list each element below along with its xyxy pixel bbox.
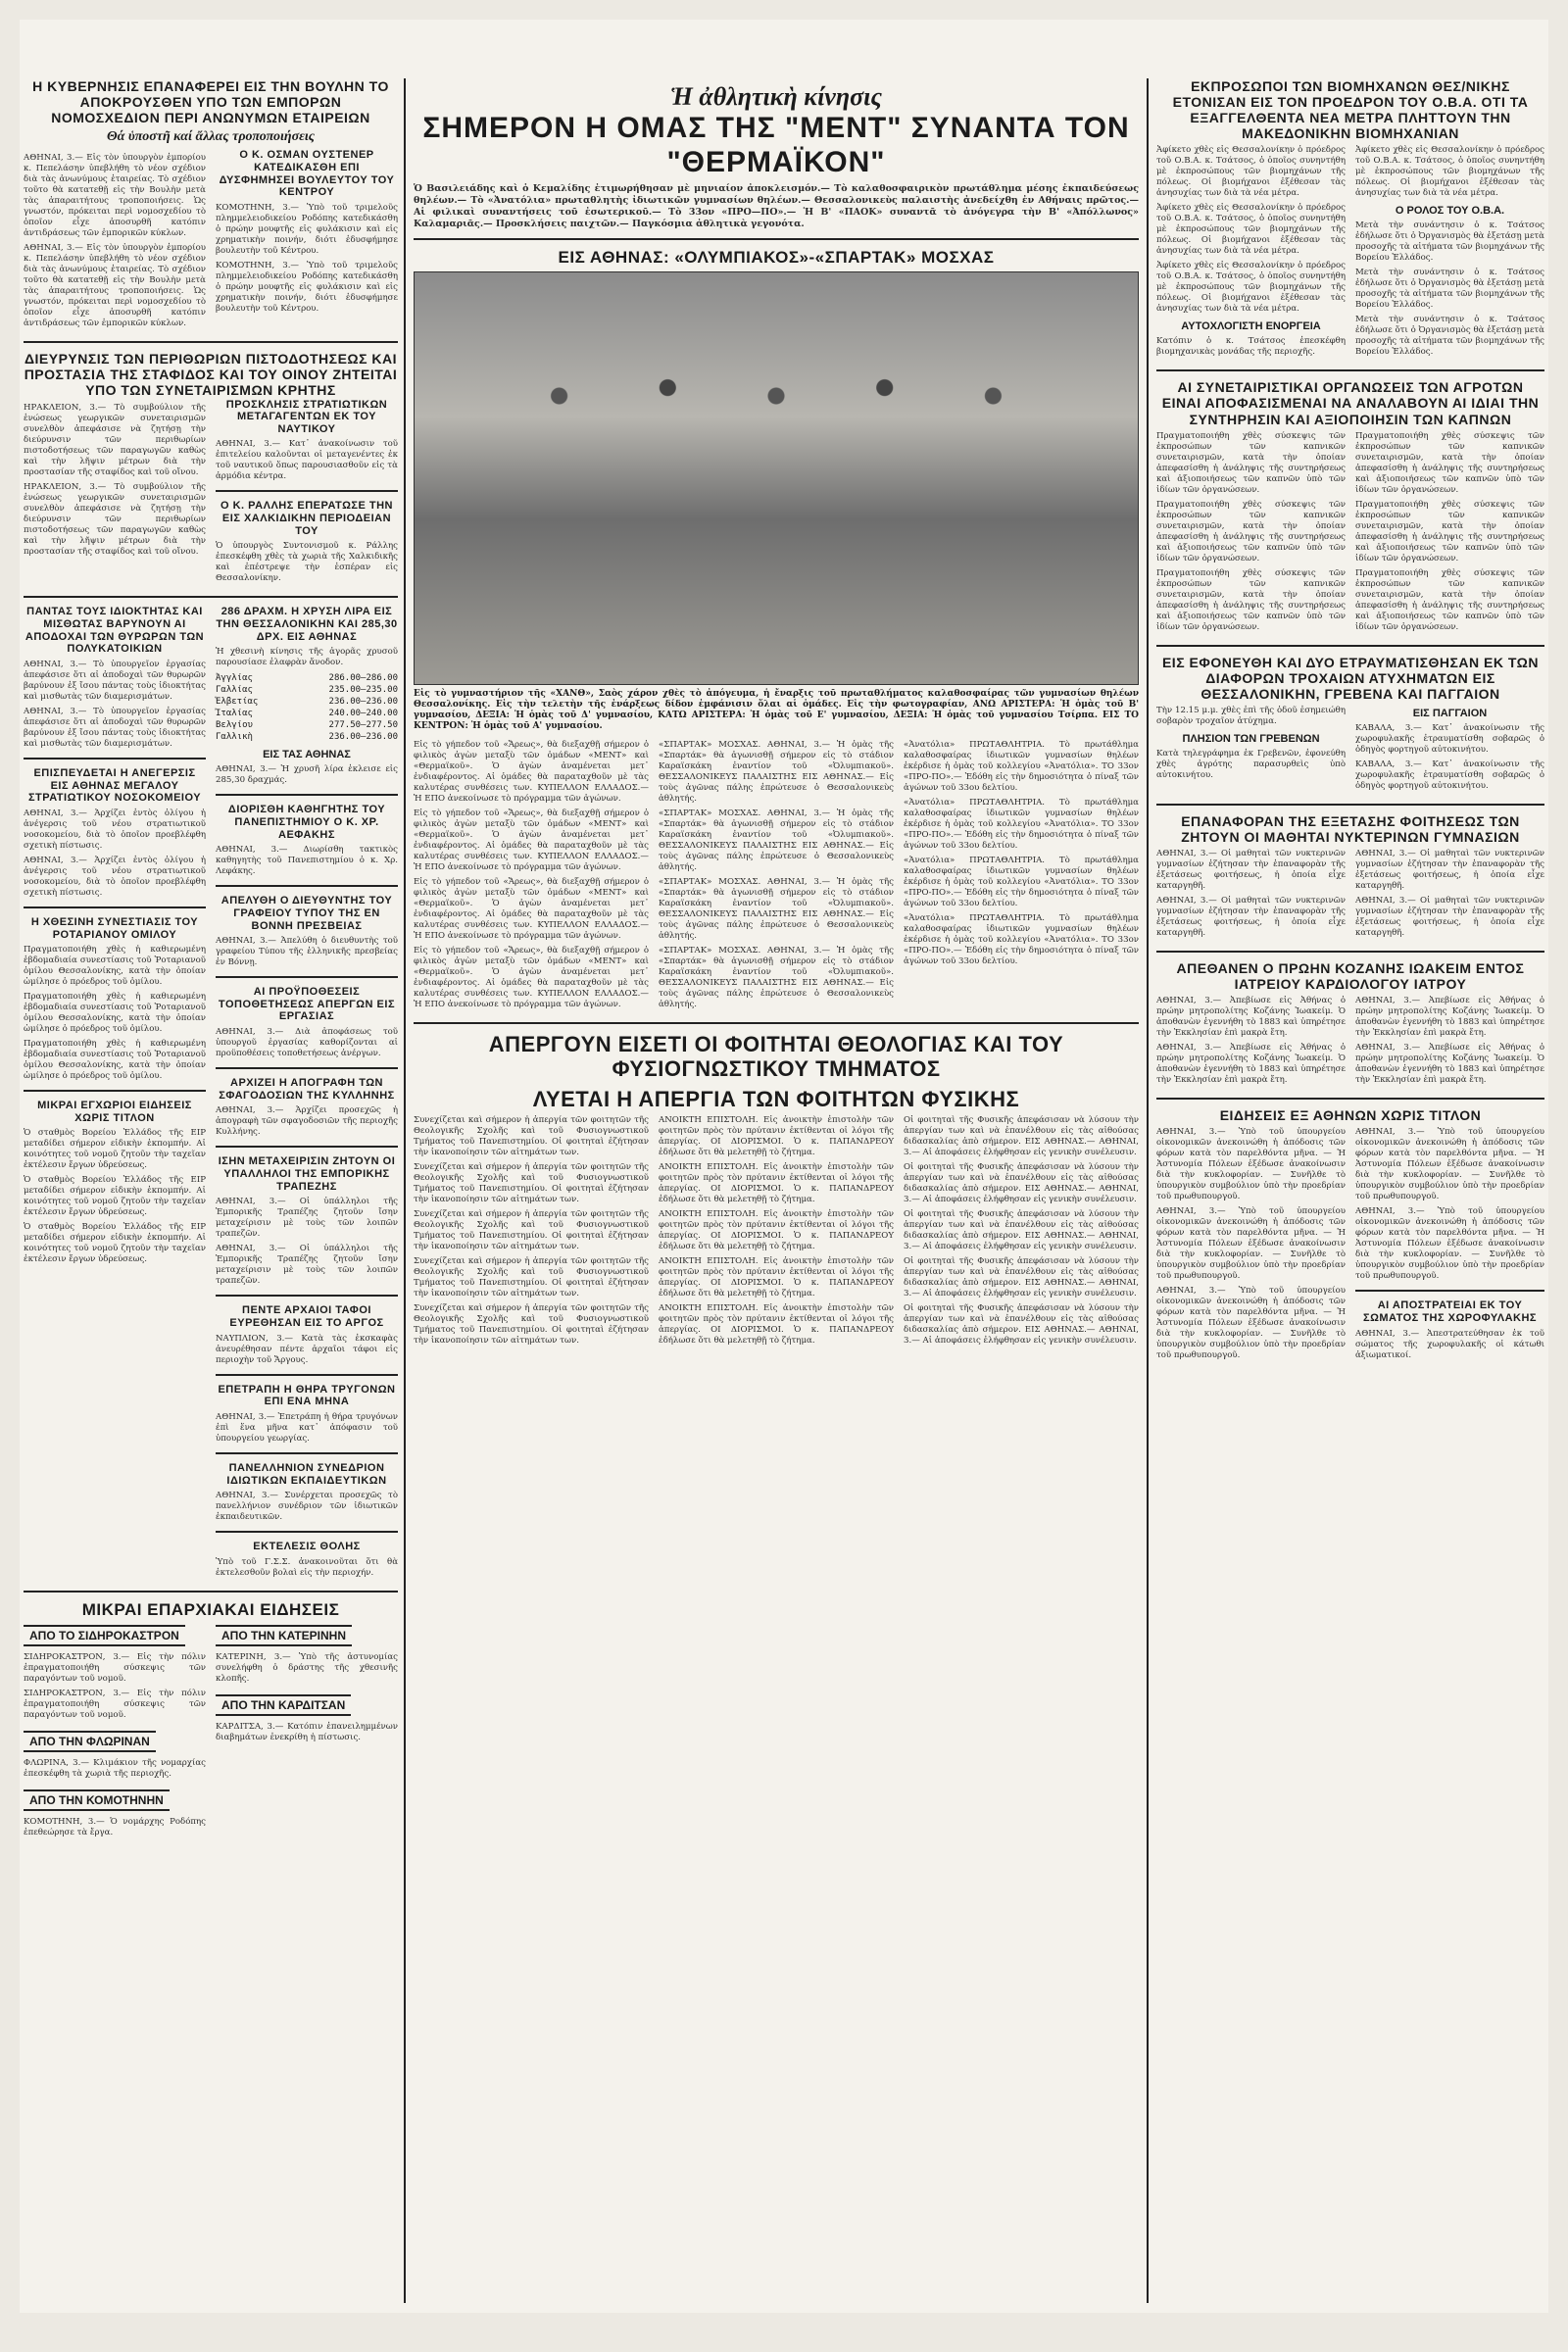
article-body: Μετὰ τὴν συνάντησιν ὁ κ. Τσάτσος ἐδήλωσε ὅτι ὁ Ὀργανισμὸς θὰ ἐξετάσῃ μετὰ προσοχῆς τὰ αἰτήματα τῶν βιομηχάνων τῆς Βορείου Ἑλλάδος. bbox=[1355, 268, 1544, 311]
divider bbox=[1156, 951, 1544, 953]
article-body: ΑΘΗΝΑΙ, 3.— Ἀρχίζει ἐντὸς ὀλίγου ἡ ἀνέγερσις τοῦ νέου στρατιωτικοῦ νοσοκομείου, διὰ τὸ ὁποῖον προεβλέφθη σχετικὴ πίστωσις. bbox=[24, 855, 206, 898]
photo-caption: Εἰς τὸ γυμναστήριον τῆς «ΧΑΝΘ», Σαὸς χάρον χθὲς τὸ ἀπόγευμα, ἡ ἔναρξις τοῦ πρωταθλήματος καλαθοσφαίρας τῶν γυμνασίων θηλέων Θεσσαλονίκης. Εἰς τὴν τελετὴν τῆς ἐνάρξεως δίδον ἐμφάνισιν ὅλαι αἱ ὁμάδες. Εἰς τὴν φωτογραφίαν, ΑΝΩ ΑΡΙΣΤΕΡΑ: Ἡ ὁμὰς τοῦ Β' γυμνασίου, ΔΕΞΙΑ: Ἡ ὁμὰς τοῦ Δ' γυμνασίου, ΚΑΤΩ ΑΡΙΣΤΕΡΑ: Ἡ ὁμὰς τοῦ Ε' γυμνασίου, ΔΕΞΙΑ: Ἡ ὁμὰς τοῦ γυμνασίου Τσίρπα. ΕΙΣ ΤΟ ΚΕΝΤΡΟΝ: Ἡ ὁμὰς τοῦ Α' γυμνασίου. bbox=[414, 688, 1139, 731]
article-body: Μετὰ τὴν συνάντησιν ὁ κ. Τσάτσος ἐδήλωσε ὅτι ὁ Ὀργανισμὸς θὰ ἐξετάσῃ μετὰ προσοχῆς τὰ αἰτήματα τῶν βιομηχάνων τῆς Βορείου Ἑλλάδος. bbox=[1355, 220, 1544, 264]
sports-columns bbox=[414, 736, 1139, 1014]
article-body: ΚΑΒΑΛΑ, 3.— Κατ᾿ ἀνακοίνωσιν τῆς χωροφυλακῆς ἐτραυματίσθη σοβαρῶς ὁ ὁδηγὸς φορτηγοῦ αὐτοκινήτου. bbox=[1355, 759, 1544, 791]
section-head: ΑΠΟ ΤΟ ΣΙΔΗΡΟΚΑΣΤΡΟΝ bbox=[24, 1625, 185, 1646]
headline: ΑΡΧΙΖΕΙ Η ΑΠΟΓΡΑΦΗ ΤΩΝ ΣΦΑΓΟΔΟΣΙΩΝ ΤΗΣ ΚΥΛΛΗΝΗΣ bbox=[219, 1077, 395, 1102]
headline: ΕΠΑΝΑΦΟΡΑΝ ΤΗΣ ΕΞΕΤΑΣΗΣ ΦΟΙΤΗΣΕΩΣ ΤΩΝ ΖΗΤΟΥΝ ΟΙ ΜΑΘΗΤΑΙ ΝΥΚΤΕΡΙΝΩΝ ΓΥΜΝΑΣΙΩΝ bbox=[1181, 812, 1520, 846]
article-body: Πραγματοποιήθη χθὲς ἡ καθιερωμένη ἑβδομαδιαία συνεστίασις τοῦ Ῥοταριανοῦ ὁμίλου Θεσσαλονίκης, κατὰ τὴν ὁποίαν ὡμίλησε ὁ πρόεδρος τοῦ ὁμίλου. bbox=[24, 945, 206, 988]
article-body: ΑΘΗΝΑΙ, 3.— Ἡ χρυσῆ λίρα ἐκλεισε εἰς 285,30 δραχμάς. bbox=[216, 764, 398, 786]
article-body: «ΣΠΑΡΤΑΚ» ΜΟΣΧΑΣ. ΑΘΗΝΑΙ, 3.— Ἡ ὁμὰς τῆς «Σπαρτάκ» θὰ ἀγωνισθῇ σήμερον εἰς τὸ στάδιον Καραϊσκάκη ἐναντίον τοῦ «Ὀλυμπιακοῦ». ΘΕΣΣΑΛΟΝΙΚΕΥΣ ΠΑΛΑΙΣΤΗΣ ΕΙΣ ΑΘΗΝΑΣ.— Εἰς τοὺς ἀγῶνας πάλης ἐπρώτευσε ὁ Θεσσαλονικεὺς ἀθλητής. bbox=[659, 808, 894, 872]
article-body: ΑΘΗΝΑΙ, 3.— Ἀρχίζει ἐντὸς ὀλίγου ἡ ἀνέγερσις τοῦ νέου στρατιωτικοῦ νοσοκομείου, διὰ τὸ ὁποῖον προεβλέφθη σχετικὴ πίστωσις. bbox=[24, 808, 206, 851]
divider bbox=[414, 238, 1139, 240]
headline: ΠΑΝΤΑΣ ΤΟΥΣ ΙΔΙΟΚΤΗΤΑΣ ΚΑΙ ΜΙΣΘΩΤΑΣ ΒΑΡΥΝΟΥΝ ΑΙ ΑΠΟΔΟΧΑΙ ΤΩΝ ΘΥΡΩΡΩΝ ΤΩΝ ΠΟΛΥΚΑΤΟΙΚΙΩΝ bbox=[24, 606, 205, 656]
two-column-block bbox=[1156, 845, 1544, 943]
article-body: ΑΘΗΝΑΙ, 3.— Ὑπὸ τοῦ ὑπουργείου οἰκονομικῶν ἀνεκοινώθη ἡ ἀπόδοσις τῶν φόρων κατὰ τὸν παρελθόντα μῆνα. — Ἡ Ἀστυνομία Πόλεων ἐξέδωσε ἀνακοίνωσιν διὰ τὴν κυκλοφορίαν. — Συνῆλθε τὸ ὑπουργικὸν συμβούλιον ὑπὸ τὴν προεδρίαν τοῦ πρωθυπουργοῦ. bbox=[1355, 1127, 1544, 1202]
divider bbox=[24, 1090, 206, 1092]
two-column-block bbox=[24, 1619, 398, 1842]
article-body: ΑΝΟΙΚΤΗ ΕΠΙΣΤΟΛΗ. Εἰς ἀνοικτὴν ἐπιστολὴν τῶν φοιτητῶν πρὸς τὸν πρύτανιν ἐκτίθενται οἱ λόγοι τῆς ἀπεργίας. ΟΙ ΔΙΟΡΙΣΜΟΙ. Ὁ κ. ΠΑΠΑΝΔΡΕΟΥ ἐδήλωσε ὅτι θὰ μελετηθῇ τὸ ζήτημα. bbox=[659, 1162, 894, 1205]
article-body: Πραγματοποιήθη χθὲς σύσκεψις τῶν ἐκπροσώπων τῶν καπνικῶν συνεταιρισμῶν, κατὰ τὴν ὁποίαν ἀπεφασίσθη ἡ ἀνάληψις τῆς συντηρήσεως καὶ ἀξιοποιήσεως τῶν καπνῶν ὑπὸ τῶν ἰδίων τῶν ὀργανώσεων. bbox=[1355, 567, 1544, 632]
article-body: «Ἀνατόλια» ΠΡΩΤΑΘΛΗΤΡΙΑ. Τὸ πρωτάθλημα καλαθοσφαίρας ἰδιωτικῶν γυμνασίων θηλέων ἐκέρδισε ἡ ὁμὰς τοῦ κολλεγίου «Ἀνατόλια». ΤΟ 33ον «ΠΡΟ-ΠΟ».— Ἐδόθη εἰς τὴν δημοσιότητα ὁ πίναξ τῶν ἀγώνων τοῦ 33ου δελτίου. bbox=[904, 855, 1139, 908]
sports-banner: Ἡ ἀθλητικὴ κίνησις bbox=[670, 82, 882, 111]
article-body: Ἀφίκετο χθὲς εἰς Θεσσαλονίκην ὁ πρόεδρος τοῦ Ο.Β.Α. κ. Τσάτσος, ὁ ὁποῖος συνηντήθη μὲ ἐκπροσώπους τῶν βιομηχάνων τῆς πόλεως. Οἱ βιομήχανοι ἐξέθεσαν τὰς ἀνησυχίας των διὰ τὰ νέα μέτρα. bbox=[1156, 203, 1346, 257]
article-body: ΑΘΗΝΑΙ, 3.— Διωρίσθη τακτικὸς καθηγητὴς τοῦ Πανεπιστημίου ὁ κ. Χρ. Λεφάκης. bbox=[216, 845, 398, 877]
section-head: ΑΠΟ ΤΗΝ ΚΑΤΕΡΙΝΗΝ bbox=[216, 1625, 352, 1646]
team-photo bbox=[414, 271, 1139, 685]
article-body: Πραγματοποιήθη χθὲς ἡ καθιερωμένη ἑβδομαδιαία συνεστίασις τοῦ Ῥοταριανοῦ ὁμίλου Θεσσαλονίκης, κατὰ τὴν ὁποίαν ὡμίλησε ὁ πρόεδρος τοῦ ὁμίλου. bbox=[24, 1039, 206, 1082]
article-body: Ὁ ὑπουργὸς Συντονισμοῦ κ. Ράλλης ἐπεσκέφθη χθὲς τὰ χωριὰ τῆς Χαλκιδικῆς καὶ ἐπέστρεψε τὴν ἑσπέραν εἰς Θεσσαλονίκην. bbox=[216, 541, 398, 584]
article-body: Συνεχίζεται καὶ σήμερον ἡ ἀπεργία τῶν φοιτητῶν τῆς Θεολογικῆς Σχολῆς καὶ τοῦ Φυσιογνωστικοῦ Τμήματος τοῦ Πανεπιστημίου. Οἱ φοιτηταὶ ἐζήτησαν τὴν ἱκανοποίησιν τῶν αἰτημάτων των. bbox=[414, 1209, 649, 1252]
article-body: Κατόπιν ὁ κ. Τσάτσος ἐπεσκέφθη βιομηχανικὰς μονάδας τῆς περιοχῆς. bbox=[1156, 336, 1346, 358]
article-body: ΑΘΗΝΑΙ, 3.— Οἱ μαθηταὶ τῶν νυκτερινῶν γυμνασίων ἐζήτησαν τὴν ἐπαναφορὰν τῆς ἐξετάσεως φοιτήσεως, ἡ ὁποία εἶχε καταργηθῆ. bbox=[1355, 849, 1544, 892]
right-column bbox=[1156, 78, 1544, 2303]
section-head: ΑΠΟ ΤΗΝ ΚΑΡΔΙΤΣΑΝ bbox=[216, 1694, 351, 1716]
gold-rates-table bbox=[216, 672, 398, 743]
headline: ΠΕΝΤΕ ΑΡΧΑΙΟΙ ΤΑΦΟΙ ΕΥΡΕΘΗΣΑΝ ΕΙΣ ΤΟ ΑΡΓΟΣ bbox=[229, 1304, 384, 1329]
lead-summary: Ὁ Βασιλειάδης καὶ ὁ Κεμαλίδης ἐτιμωρήθησαν μὲ μηνιαίον ἀποκλεισμόν.— Τὸ καλαθοσφαιρικὸν πρωτάθλημα μέσης ἐκπαιδεύσεως θηλέων.— Τὸ «Ἀνατόλια» πρωταθλητὴς ἰδιωτικῶν γυμνασίων θηλέων.— Θεσσαλονικεὺς παλαιστὴς ἀνεδείχθη ἐν Αθήναις πρῶτος.— Αἱ φιλικαὶ συναντήσεις τοῦ ἐσωτερικοῦ.— Τὸ 33ον «ΠΡΟ—ΠΟ».— Ἡ Β' «ΠΑΟΚ» συναντᾶ τὸ ἀνόγεγρα τὴν Β' «Ἀπόλλωνος» Καλαμαριᾶς.— Προσκλήσεις παιχτῶν.— Παγκόσμια ἀθλητικὰ γεγονότα. bbox=[414, 183, 1139, 229]
article-body: Οἱ φοιτηταὶ τῆς Φυσικῆς ἀπεφάσισαν νὰ λύσουν τὴν ἀπεργίαν των καὶ νὰ ἐπανέλθουν εἰς τὰς αἰθούσας διδασκαλίας ἀπὸ σήμερον. ΕΙΣ ΑΘΗΝΑΣ.— ΑΘΗΝΑΙ, 3.— Αἱ ἀποφάσεις ἐλήφθησαν εἰς γενικὴν συνέλευσιν. bbox=[904, 1209, 1139, 1252]
headline: ΑΙ ΣΥΝΕΤΑΙΡΙΣΤΙΚΑΙ ΟΡΓΑΝΩΣΕΙΣ ΤΩΝ ΑΓΡΟΤΩΝ ΕΙΝΑΙ ΑΠΟΦΑΣΙΣΜΕΝΑΙ ΝΑ ΑΝΑΛΑΒΟΥΝ ΑΙ ΙΔΙΑΙ ΤΗΝ ΣΥΝΤΗΡΗΣΙΝ ΚΑΙ ΑΞΙΟΠΟΙΗΣΙΝ ΤΩΝ ΚΑΠΝΩΝ bbox=[1161, 379, 1540, 427]
article-body: Οἱ φοιτηταὶ τῆς Φυσικῆς ἀπεφάσισαν νὰ λύσουν τὴν ἀπεργίαν των καὶ νὰ ἐπανέλθουν εἰς τὰς αἰθούσας διδασκαλίας ἀπὸ σήμερον. ΕΙΣ ΑΘΗΝΑΣ.— ΑΘΗΝΑΙ, 3.— Αἱ ἀποφάσεις ἐλήφθησαν εἰς γενικὴν συνέλευσιν. bbox=[904, 1303, 1139, 1347]
article-body: ΑΘΗΝΑΙ, 3.— Ἀρχίζει προσεχῶς ἡ ἀπογραφὴ τῶν σφαγοδοσιῶν τῆς περιοχῆς Κυλλήνης. bbox=[216, 1105, 398, 1138]
article-body: ΑΘΗΝΑΙ, 3.— Εἰς τὸν ὑπουργὸν ἐμπορίου κ. Πεπελάσην ὑπεβλήθη τὸ νέον σχέδιον διὰ τὰς ἀνωνύμους ἑταιρείας. Τὸ σχέδιον τοῦτο θὰ κατατεθῇ εἰς τὴν Βουλὴν μετὰ τὰς ἀπαραιτήτους τροποποιήσεις. Ὡς γνωστόν, πρόκειται περὶ νομοσχεδίου τὸ ὁποῖον εἶχε ἀποσυρθῆ κατόπιν ἀντιδράσεως τῶν ἐμπορικῶν κύκλων. bbox=[24, 153, 206, 239]
subheadline: Θά ὑποστῆ καί ἄλλας τροποποιήσεις bbox=[106, 129, 316, 145]
divider bbox=[216, 1067, 398, 1069]
headline: Η ΚΥΒΕΡΝΗΣΙΣ ΕΠΑΝΑΦΕΡΕΙ ΕΙΣ ΤΗΝ ΒΟΥΛΗΝ ΤΟ ΑΠΟΚΡΟΥΣΘΕΝ ΥΠΟ ΤΩΝ ΕΜΠΟΡΩΝ ΝΟΜΟΣΧΕΔΙΟΝ ΠΕΡΙ ΑΝΩΝΥΜΩΝ ΕΤΑΙΡΕΙΩΝ bbox=[32, 78, 389, 126]
two-column-block bbox=[1156, 1123, 1544, 1365]
two-column-block bbox=[24, 149, 398, 333]
article-body: Ἀφίκετο χθὲς εἰς Θεσσαλονίκην ὁ πρόεδρος τοῦ Ο.Β.Α. κ. Τσάτσος, ὁ ὁποῖος συνηντήθη μὲ ἐκπροσώπους τῶν βιομηχάνων τῆς πόλεως. Οἱ βιομήχανοι ἐξέθεσαν τὰς ἀνησυχίας των διὰ τὰ νέα μέτρα. bbox=[1156, 145, 1346, 199]
article-body: Ἀφίκετο χθὲς εἰς Θεσσαλονίκην ὁ πρόεδρος τοῦ Ο.Β.Α. κ. Τσάτσος, ὁ ὁποῖος συνηντήθη μὲ ἐκπροσώπους τῶν βιομηχάνων τῆς πόλεως. Οἱ βιομήχανοι ἐξέθεσαν τὰς ἀνησυχίας των διὰ τὰ νέα μέτρα. bbox=[1355, 145, 1544, 199]
two-column-block bbox=[1156, 992, 1544, 1090]
rate-row: Γαλλίας 235.00—235.00 bbox=[216, 685, 398, 696]
article-body: ΑΘΗΝΑΙ, 3.— Τὸ ὑπουργεῖον ἐργασίας ἀπεφάσισε ὅτι αἱ ἀποδοχαὶ τῶν θυρωρῶν βαρύνουν ἐξ ἴσου πάντας τοὺς ἰδιοκτήτας καὶ μισθωτὰς τῶν διαμερισμάτων. bbox=[24, 659, 206, 702]
divider bbox=[216, 1452, 398, 1454]
article-body: Ἀφίκετο χθὲς εἰς Θεσσαλονίκην ὁ πρόεδρος τοῦ Ο.Β.Α. κ. Τσάτσος, ὁ ὁποῖος συνηντήθη μὲ ἐκπροσώπους τῶν βιομηχάνων τῆς πόλεως. Οἱ βιομήχανοι ἐξέθεσαν τὰς ἀνησυχίας των διὰ τὰ νέα μέτρα. bbox=[1156, 261, 1346, 315]
two-column-block bbox=[24, 399, 398, 589]
article-body: ΑΘΗΝΑΙ, 3.— Ὑπὸ τοῦ ὑπουργείου οἰκονομικῶν ἀνεκοινώθη ἡ ἀπόδοσις τῶν φόρων κατὰ τὸν παρελθόντα μῆνα. — Ἡ Ἀστυνομία Πόλεων ἐξέδωσε ἀνακοίνωσιν διὰ τὴν κυκλοφορίαν. — Συνῆλθε τὸ ὑπουργικὸν συμβούλιον ὑπὸ τὴν προεδρίαν τοῦ πρωθυπουργοῦ. bbox=[1355, 1206, 1544, 1282]
article-body: «Ἀνατόλια» ΠΡΩΤΑΘΛΗΤΡΙΑ. Τὸ πρωτάθλημα καλαθοσφαίρας ἰδιωτικῶν γυμνασίων θηλέων ἐκέρδισε ἡ ὁμὰς τοῦ κολλεγίου «Ἀνατόλια». ΤΟ 33ον «ΠΡΟ-ΠΟ».— Ἐδόθη εἰς τὴν δημοσιότητα ὁ πίναξ τῶν ἀγώνων τοῦ 33ου δελτίου. bbox=[904, 797, 1139, 851]
article-body: Μετὰ τὴν συνάντησιν ὁ κ. Τσάτσος ἐδήλωσε ὅτι ὁ Ὀργανισμὸς θὰ ἐξετάσῃ μετὰ προσοχῆς τὰ αἰτήματα τῶν βιομηχάνων τῆς Βορείου Ἑλλάδος. bbox=[1355, 315, 1544, 358]
article-body: ΚΑΒΑΛΑ, 3.— Κατ᾿ ἀνακοίνωσιν τῆς χωροφυλακῆς ἐτραυματίσθη σοβαρῶς ὁ ὁδηγὸς φορτηγοῦ αὐτοκινήτου. bbox=[1355, 722, 1544, 755]
headline: ΙΣΗΝ ΜΕΤΑΧΕΙΡΙΣΙΝ ΖΗΤΟΥΝ ΟΙ ΥΠΑΛΛΗΛΟΙ ΤΗΣ ΕΜΠΟΡΙΚΗΣ ΤΡΑΠΕΖΗΣ bbox=[218, 1155, 396, 1193]
article-body: ΗΡΑΚΛΕΙΟΝ, 3.— Τὸ συμβούλιον τῆς ἑνώσεως γεωργικῶν συνεταιρισμῶν συνελθὸν ἀπεφάσισε νὰ ζητήσῃ τὴν διεύρυνσιν τῶν περιθωρίων πιστοδοτήσεως τῶν παραγωγῶν καθὼς καὶ τὴν λῆψιν μέτρων διὰ τὴν προστασίαν τῆς σταφίδος καὶ τοῦ οἴνου. bbox=[24, 481, 206, 557]
article-body: «Ἀνατόλια» ΠΡΩΤΑΘΛΗΤΡΙΑ. Τὸ πρωτάθλημα καλαθοσφαίρας ἰδιωτικῶν γυμνασίων θηλέων ἐκέρδισε ἡ ὁμὰς τοῦ κολλεγίου «Ἀνατόλια». ΤΟ 33ον «ΠΡΟ-ΠΟ».— Ἐδόθη εἰς τὴν δημοσιότητα ὁ πίναξ τῶν ἀγώνων τοῦ 33ου δελτίου. bbox=[904, 912, 1139, 966]
article-body: Εἰς τὸ γήπεδον τοῦ «Ἄρεως», θὰ διεξαχθῇ σήμερον ὁ φιλικὸς ἀγὼν μεταξὺ τῶν ὁμάδων «ΜΕΝΤ» καὶ «Θερμαϊκοῦ». Ὁ ἀγὼν ἀναμένεται μετ᾿ ἐνδιαφέροντος. Αἱ ὁμάδες θὰ παραταχθοῦν μὲ τὰς καλυτέρας συνθέσεις των. ΚΥΠΕΛΛΟΝ ΕΛΛΑΔΟΣ.— Ἡ ΕΠΟ ἀνεκοίνωσε τὸ πρόγραμμα τῶν ἀγώνων. bbox=[414, 945, 649, 1009]
article-body: ΚΑΡΔΙΤΣΑ, 3.— Κατόπιν ἐπανειλημμένων διαβημάτων ἐνεκρίθη ἡ πίστωσις. bbox=[216, 1722, 398, 1743]
headline: 286 ΔΡΑΧΜ. Η ΧΡΥΣΗ ΛΙΡΑ ΕΙΣ ΤΗΝ ΘΕΣΣΑΛΟΝΙΚΗΝ ΚΑΙ 285,30 ΔΡΧ. ΕΙΣ ΑΘΗΝΑΣ bbox=[216, 606, 398, 643]
headline: ΔΙΟΡΙΣΘΗ ΚΑΘΗΓΗΤΗΣ ΤΟΥ ΠΑΝΕΠΙΣΤΗΜΙΟΥ Ο Κ. ΧΡ. ΑΕΦΑΚΗΣ bbox=[227, 804, 386, 841]
article-body: ΑΘΗΝΑΙ, 3.— Ὑπὸ τοῦ ὑπουργείου οἰκονομικῶν ἀνεκοινώθη ἡ ἀπόδοσις τῶν φόρων κατὰ τὸν παρελθόντα μῆνα. — Ἡ Ἀστυνομία Πόλεων ἐξέδωσε ἀνακοίνωσιν διὰ τὴν κυκλοφορίαν. — Συνῆλθε τὸ ὑπουργικὸν συμβούλιον ὑπὸ τὴν προεδρίαν τοῦ πρωθυπουργοῦ. bbox=[1156, 1206, 1346, 1282]
divider bbox=[216, 1295, 398, 1297]
article-body: Συνεχίζεται καὶ σήμερον ἡ ἀπεργία τῶν φοιτητῶν τῆς Θεολογικῆς Σχολῆς καὶ τοῦ Φυσιογνωστικοῦ Τμήματος τοῦ Πανεπιστημίου. Οἱ φοιτηταὶ ἐζήτησαν τὴν ἱκανοποίησιν τῶν αἰτημάτων των. bbox=[414, 1162, 649, 1205]
center-column bbox=[414, 78, 1139, 2303]
two-column-block bbox=[1156, 141, 1544, 362]
article-body: Κατὰ τηλεγράφημα ἐκ Γρεβενῶν, ἐφονεύθη χθὲς ἀγρότης παρασυρθεὶς ὑπὸ αὐτοκινήτου. bbox=[1156, 748, 1346, 780]
column-rule bbox=[404, 78, 406, 2303]
article-body: ΑΘΗΝΑΙ, 3.— Ἀπελύθη ὁ διευθυντὴς τοῦ γραφείου Τύπου τῆς ἑλληνικῆς πρεσβείας ἐν Βόννῃ. bbox=[216, 936, 398, 968]
article-body: ΑΘΗΝΑΙ, 3.— Ὑπὸ τοῦ ὑπουργείου οἰκονομικῶν ἀνεκοινώθη ἡ ἀπόδοσις τῶν φόρων κατὰ τὸν παρελθόντα μῆνα. — Ἡ Ἀστυνομία Πόλεων ἐξέδωσε ἀνακοίνωσιν διὰ τὴν κυκλοφορίαν. — Συνῆλθε τὸ ὑπουργικὸν συμβούλιον ὑπὸ τὴν προεδρίαν τοῦ πρωθυπουργοῦ. bbox=[1156, 1127, 1346, 1202]
article-body: Εἰς τὸ γήπεδον τοῦ «Ἄρεως», θὰ διεξαχθῇ σήμερον ὁ φιλικὸς ἀγὼν μεταξὺ τῶν ὁμάδων «ΜΕΝΤ» καὶ «Θερμαϊκοῦ». Ὁ ἀγὼν ἀναμένεται μετ᾿ ἐνδιαφέροντος. Αἱ ὁμάδες θὰ παραταχθοῦν μὲ τὰς καλυτέρας συνθέσεις των. ΚΥΠΕΛΛΟΝ ΕΛΛΑΔΟΣ.— Ἡ ΕΠΟ ἀνεκοίνωσε τὸ πρόγραμμα τῶν ἀγώνων. bbox=[414, 876, 649, 941]
divider bbox=[216, 794, 398, 796]
article-body: ΑΘΗΝΑΙ, 3.— Κατ᾿ ἀνακοίνωσιν τοῦ ἐπιτελείου καλοῦνται οἱ μεταγενέντες ἐκ τοῦ ναυτικοῦ ὅπως παρουσιασθοῦν εἰς τὰ ἀρμόδια κέντρα. bbox=[216, 439, 398, 482]
headline: ΑΙ ΠΡΟΫΠΟΘΕΣΕΙΣ ΤΟΠΟΘΕΤΗΣΕΩΣ ΑΠΕΡΓΩΝ ΕΙΣ ΕΡΓΑΣΙΑΣ bbox=[218, 986, 396, 1023]
section-head: ΕΙΣ ΤΑΣ ΑΘΗΝΑΣ bbox=[263, 749, 351, 761]
article-body: ΑΘΗΝΑΙ, 3.— Οἱ μαθηταὶ τῶν νυκτερινῶν γυμνασίων ἐζήτησαν τὴν ἐπαναφορὰν τῆς ἐξετάσεως φοιτήσεως, ἡ ὁποία εἶχε καταργηθῆ. bbox=[1355, 896, 1544, 939]
article-body: ΑΝΟΙΚΤΗ ΕΠΙΣΤΟΛΗ. Εἰς ἀνοικτὴν ἐπιστολὴν τῶν φοιτητῶν πρὸς τὸν πρύτανιν ἐκτίθενται οἱ λόγοι τῆς ἀπεργίας. ΟΙ ΔΙΟΡΙΣΜΟΙ. Ὁ κ. ΠΑΠΑΝΔΡΕΟΥ ἐδήλωσε ὅτι θὰ μελετηθῇ τὸ ζήτημα. bbox=[659, 1115, 894, 1158]
article-body: ΚΟΜΟΤΗΝΗ, 3.— Ὑπὸ τοῦ τριμελοῦς πλημμελειοδικείου Ροδόπης κατεδικάσθη ὁ πρώην μουφτῆς εἰς φυλάκισιν καὶ εἰς χρηματικὴν ποινήν, διότι ἐδυσφήμησε βουλευτὴν τοῦ Κέντρου. bbox=[216, 202, 398, 256]
subheadline: ΕΙΣ ΑΘΗΝΑΣ: «ΟΛΥΜΠΙΑΚΟΣ»-«ΣΠΑΡΤΑΚ» ΜΟΣΧΑΣ bbox=[558, 248, 995, 267]
article-body: ΑΘΗΝΑΙ, 3.— Τὸ ὑπουργεῖον ἐργασίας ἀπεφάσισε ὅτι αἱ ἀποδοχαὶ τῶν θυρωρῶν βαρύνουν ἐξ ἴσου πάντας τοὺς ἰδιοκτήτας καὶ μισθωτὰς τῶν διαμερισμάτων. bbox=[24, 706, 206, 749]
article-body: ΑΘΗΝΑΙ, 3.— Διὰ ἀποφάσεως τοῦ ὑπουργοῦ ἐργασίας καθορίζονται αἱ προϋποθέσεις τοποθετήσεως ἀνέργων. bbox=[216, 1027, 398, 1059]
rate-row: Ἰταλίας 240.00—240.00 bbox=[216, 709, 398, 719]
article-body: ΑΝΟΙΚΤΗ ΕΠΙΣΤΟΛΗ. Εἰς ἀνοικτὴν ἐπιστολὴν τῶν φοιτητῶν πρὸς τὸν πρύτανιν ἐκτίθενται οἱ λόγοι τῆς ἀπεργίας. ΟΙ ΔΙΟΡΙΣΜΟΙ. Ὁ κ. ΠΑΠΑΝΔΡΕΟΥ ἐδήλωσε ὅτι θὰ μελετηθῇ τὸ ζήτημα. bbox=[659, 1256, 894, 1299]
article-body: ΚΑΤΕΡΙΝΗ, 3.— Ὑπὸ τῆς ἀστυνομίας συνελήφθη ὁ δράστης τῆς χθεσινῆς κλοπῆς. bbox=[216, 1652, 398, 1685]
article-body: Ὑπὸ τοῦ Γ.Σ.Σ. ἀνακοινοῦται ὅτι θὰ ἐκτελεσθοῦν βολαὶ εἰς τὴν περιοχήν. bbox=[216, 1556, 398, 1578]
article-body: Συνεχίζεται καὶ σήμερον ἡ ἀπεργία τῶν φοιτητῶν τῆς Θεολογικῆς Σχολῆς καὶ τοῦ Φυσιογνωστικοῦ Τμήματος τοῦ Πανεπιστημίου. Οἱ φοιτηταὶ ἐζήτησαν τὴν ἱκανοποίησιν τῶν αἰτημάτων των. bbox=[414, 1115, 649, 1158]
article-body: «ΣΠΑΡΤΑΚ» ΜΟΣΧΑΣ. ΑΘΗΝΑΙ, 3.— Ἡ ὁμὰς τῆς «Σπαρτάκ» θὰ ἀγωνισθῇ σήμερον εἰς τὸ στάδιον Καραϊσκάκη ἐναντίον τοῦ «Ὀλυμπιακοῦ». ΘΕΣΣΑΛΟΝΙΚΕΥΣ ΠΑΛΑΙΣΤΗΣ ΕΙΣ ΑΘΗΝΑΣ.— Εἰς τοὺς ἀγῶνας πάλης ἐπρώτευσε ὁ Θεσσαλονικεὺς ἀθλητής. bbox=[659, 876, 894, 941]
article-body: Πραγματοποιήθη χθὲς ἡ καθιερωμένη ἑβδομαδιαία συνεστίασις τοῦ Ῥοταριανοῦ ὁμίλου Θεσσαλονίκης, κατὰ τὴν ὁποίαν ὡμίλησε ὁ πρόεδρος τοῦ ὁμίλου. bbox=[24, 992, 206, 1035]
article-body: ΚΟΜΟΤΗΝΗ, 3.— Ὁ νομάρχης Ροδόπης ἐπεθεώρησε τὰ ἔργα. bbox=[24, 1817, 206, 1838]
headline: ΑΠΕΛΥΘΗ Ο ΔΙΕΥΘΥΝΤΗΣ ΤΟΥ ΓΡΑΦΕΙΟΥ ΤΥΠΟΥ ΤΗΣ ΕΝ ΒΟΝΝΗ ΠΡΕΣΒΕΙΑΣ bbox=[220, 895, 393, 932]
article-body: ΑΘΗΝΑΙ, 3.— Οἱ ὑπάλληλοι τῆς Ἐμπορικῆς Τραπέζης ζητοῦν ἴσην μεταχείρισιν μὲ τοὺς τῶν λοιπῶν τραπεζῶν. bbox=[216, 1244, 398, 1287]
article-body: Συνεχίζεται καὶ σήμερον ἡ ἀπεργία τῶν φοιτητῶν τῆς Θεολογικῆς Σχολῆς καὶ τοῦ Φυσιογνωστικοῦ Τμήματος τοῦ Πανεπιστημίου. Οἱ φοιτηταὶ ἐζήτησαν τὴν ἱκανοποίησιν τῶν αἰτημάτων των. bbox=[414, 1303, 649, 1347]
divider bbox=[1156, 369, 1544, 371]
article-body: Πραγματοποιήθη χθὲς σύσκεψις τῶν ἐκπροσώπων τῶν καπνικῶν συνεταιρισμῶν, κατὰ τὴν ὁποίαν ἀπεφασίσθη ἡ ἀνάληψις τῆς συντηρήσεως καὶ ἀξιοποιήσεως τῶν καπνῶν ὑπὸ τῶν ἰδίων τῶν ὀργανώσεων. bbox=[1156, 430, 1346, 495]
article-body: «ΣΠΑΡΤΑΚ» ΜΟΣΧΑΣ. ΑΘΗΝΑΙ, 3.— Ἡ ὁμὰς τῆς «Σπαρτάκ» θὰ ἀγωνισθῇ σήμερον εἰς τὸ στάδιον Καραϊσκάκη ἐναντίον τοῦ «Ὀλυμπιακοῦ». ΘΕΣΣΑΛΟΝΙΚΕΥΣ ΠΑΛΑΙΣΤΗΣ ΕΙΣ ΑΘΗΝΑΣ.— Εἰς τοὺς ἀγῶνας πάλης ἐπρώτευσε ὁ Θεσσαλονικεὺς ἀθλητής. bbox=[659, 945, 894, 1009]
divider bbox=[1156, 804, 1544, 806]
article-body: ΗΡΑΚΛΕΙΟΝ, 3.— Τὸ συμβούλιον τῆς ἑνώσεως γεωργικῶν συνεταιρισμῶν συνελθὸν ἀπεφάσισε νὰ ζητήσῃ τὴν διεύρυνσιν τῶν περιθωρίων πιστοδοτήσεως τῶν παραγωγῶν καθὼς καὶ τὴν λῆψιν μέτρων διὰ τὴν προστασίαν τῆς σταφίδος καὶ τοῦ οἴνου. bbox=[24, 402, 206, 477]
article-body: Οἱ φοιτηταὶ τῆς Φυσικῆς ἀπεφάσισαν νὰ λύσουν τὴν ἀπεργίαν των καὶ νὰ ἐπανέλθουν εἰς τὰς αἰθούσας διδασκαλίας ἀπὸ σήμερον. ΕΙΣ ΑΘΗΝΑΣ.— ΑΘΗΝΑΙ, 3.— Αἱ ἀποφάσεις ἐλήφθησαν εἰς γενικὴν συνέλευσιν. bbox=[904, 1115, 1139, 1158]
divider bbox=[1355, 1290, 1544, 1292]
strike-columns bbox=[414, 1111, 1139, 1350]
divider bbox=[1156, 645, 1544, 647]
headline: ΜΙΚΡΑΙ ΕΠΑΡΧΙΑΚΑΙ ΕΙΔΗΣΕΙΣ bbox=[81, 1599, 340, 1619]
headline: ΑΙ ΑΠΟΣΤΡΑΤΕΙΑΙ ΕΚ ΤΟΥ ΣΩΜΑΤΟΣ ΤΗΣ ΧΩΡΟΦΥΛΑΚΗΣ bbox=[1362, 1299, 1538, 1325]
article-body: Ὁ σταθμὸς Βορείου Ἑλλάδος τῆς ΕΙΡ μεταδίδει σήμερον εἰδικὴν ἐκπομπήν. Αἱ κοινότητες τοῦ νομοῦ ζητοῦν τὴν ταχεῖαν ἐκτέλεσιν ἔργων ὑδρεύσεως. bbox=[24, 1128, 206, 1171]
newspaper-page bbox=[20, 20, 1548, 2313]
headline: ΕΠΙΣΠΕΥΔΕΤΑΙ Η ΑΝΕΓΕΡΣΙΣ ΕΙΣ ΑΘΗΝΑΣ ΜΕΓΑΛΟΥ ΣΤΡΑΤΙΩΤΙΚΟΥ ΝΟΣΟΚΟΜΕΙΟΥ bbox=[27, 766, 202, 805]
article-body: Ἡ χθεσινὴ κίνησις τῆς ἀγορᾶς χρυσοῦ παρουσίασε ἐλαφρὰν ἄνοδον. bbox=[216, 647, 398, 668]
section-head: ΑΥΤΟΧΛΟΓΙΣΤΗ ΕΝΟΡΓΕΙΑ bbox=[1181, 320, 1321, 333]
article-body: «ΣΠΑΡΤΑΚ» ΜΟΣΧΑΣ. ΑΘΗΝΑΙ, 3.— Ἡ ὁμὰς τῆς «Σπαρτάκ» θὰ ἀγωνισθῇ σήμερον εἰς τὸ στάδιον Καραϊσκάκη ἐναντίον τοῦ «Ὀλυμπιακοῦ». ΘΕΣΣΑΛΟΝΙΚΕΥΣ ΠΑΛΑΙΣΤΗΣ ΕΙΣ ΑΘΗΝΑΣ.— Εἰς τοὺς ἀγῶνας πάλης ἐπρώτευσε ὁ Θεσσαλονικεὺς ἀθλητής. bbox=[659, 739, 894, 804]
article-body: ΑΘΗΝΑΙ, 3.— Ἐπετράπη ἡ θήρα τρυγόνων ἐπὶ ἕνα μῆνα κατ᾿ ἀπόφασιν τοῦ ὑπουργείου γεωργίας. bbox=[216, 1411, 398, 1444]
headline: ΔΙΕΥΡΥΝΣΙΣ ΤΩΝ ΠΕΡΙΘΩΡΙΩΝ ΠΙΣΤΟΔΟΤΗΣΕΩΣ ΚΑΙ ΠΡΟΣΤΑΣΙΑ ΤΗΣ ΣΤΑΦΙΔΟΣ ΚΑΙ ΤΟΥ ΟΙΝΟΥ ΖΗΤΕΙΤΑΙ ΥΠΟ ΤΩΝ ΣΥΝΕΤΑΙΡΙΣΜΩΝ ΚΡΗΤΗΣ bbox=[24, 351, 398, 399]
article-body: ΑΘΗΝΑΙ, 3.— Οἱ ὑπάλληλοι τῆς Ἐμπορικῆς Τραπέζης ζητοῦν ἴσην μεταχείρισιν μὲ τοὺς τῶν λοιπῶν τραπεζῶν. bbox=[216, 1197, 398, 1240]
article-body: Ὁ σταθμὸς Βορείου Ἑλλάδος τῆς ΕΙΡ μεταδίδει σήμερον εἰδικὴν ἐκπομπήν. Αἱ κοινότητες τοῦ νομοῦ ζητοῦν τὴν ταχεῖαν ἐκτέλεσιν ἔργων ὑδρεύσεως. bbox=[24, 1222, 206, 1265]
rate-row: Ἀγγλίας 286.00—286.00 bbox=[216, 673, 398, 684]
headline: ΜΙΚΡΑΙ ΕΓΧΩΡΙΟΙ ΕΙΔΗΣΕΙΣ ΧΩΡΙΣ ΤΙΤΛΟΝ bbox=[37, 1100, 192, 1124]
headline: ΕΚΠΡΟΣΩΠΟΙ ΤΩΝ ΒΙΟΜΗΧΑΝΩΝ ΘΕΣ/ΝΙΚΗΣ ΕΤΟΝΙΣΑΝ ΕΙΣ ΤΟΝ ΠΡΟΕΔΡΟΝ ΤΟΥ Ο.Β.Α. ΟΤΙ ΤΑ ΕΞΑΓΓΕΛΘΕΝΤΑ ΝΕΑ ΜΕΤΡΑ ΠΛΗΤΤΟΥΝ ΤΗΝ ΜΑΚΕΔΟΝΙΚΗΝ ΒΙΟΜΗΧΑΝΙΑΝ bbox=[1172, 78, 1529, 142]
two-column-block bbox=[24, 606, 398, 1582]
headline: Ο Κ. ΡΑΛΛΗΣ ΕΠΕΡΑΤΩΣΕ ΤΗΝ ΕΙΣ ΧΑΛΚΙΔΙΚΗΝ ΠΕΡΙΟΔΕΙΑΝ ΤΟΥ bbox=[220, 500, 394, 537]
article-body: ΑΘΗΝΑΙ, 3.— Ἀπεβίωσε εἰς Ἀθήνας ὁ πρώην μητροπολίτης Κοζάνης Ἰωακείμ. Ὁ ἀποθανὼν ἐγεννήθη τὸ 1883 καὶ ὑπηρέτησε τὴν Ἐκκλησίαν ἐπὶ μακρὰ ἔτη. bbox=[1156, 996, 1346, 1039]
headline: ΕΠΕΤΡΑΠΗ Η ΘΗΡΑ ΤΡΥΓΟΝΩΝ ΕΠΙ ΕΝΑ ΜΗΝΑ bbox=[218, 1383, 396, 1408]
article-body: ΚΟΜΟΤΗΝΗ, 3.— Ὑπὸ τοῦ τριμελοῦς πλημμελειοδικείου Ροδόπης κατεδικάσθη ὁ πρώην μουφτῆς εἰς φυλάκισιν καὶ εἰς χρηματικὴν ποινήν, διότι ἐδυσφήμησε βουλευτὴν τοῦ Κέντρου. bbox=[216, 260, 398, 314]
article-body: ΣΙΔΗΡΟΚΑΣΤΡΟΝ, 3.— Εἰς τὴν πόλιν ἐπραγματοποιήθη σύσκεψις τῶν παραγόντων τοῦ νομοῦ. bbox=[24, 1652, 206, 1685]
rate-row: Βελγίου 277.50—277.50 bbox=[216, 720, 398, 731]
article-body: ΑΘΗΝΑΙ, 3.— Εἰς τὸν ὑπουργὸν ἐμπορίου κ. Πεπελάσην ὑπεβλήθη τὸ νέον σχέδιον διὰ τὰς ἀνωνύμους ἑταιρείας. Τὸ σχέδιον τοῦτο θὰ κατατεθῇ εἰς τὴν Βουλὴν μετὰ τὰς ἀπαραιτήτους τροποποιήσεις. Ὡς γνωστόν, πρόκειται περὶ νομοσχεδίου τὸ ὁποῖον εἶχε ἀποσυρθῆ κατόπιν ἀντιδράσεως τῶν ἐμπορικῶν κύκλων. bbox=[24, 243, 206, 329]
rate-row: Γαλλικὴ 236.00—236.00 bbox=[216, 732, 398, 743]
article-body: ΦΛΩΡΙΝΑ, 3.— Κλιμάκιον τῆς νομαρχίας ἐπεσκέφθη τὰ χωριὰ τῆς περιοχῆς. bbox=[24, 1758, 206, 1780]
section-head: ΕΙΣ ΠΑΓΓΑΙΟΝ bbox=[1412, 707, 1488, 719]
article-body: «Ἀνατόλια» ΠΡΩΤΑΘΛΗΤΡΙΑ. Τὸ πρωτάθλημα καλαθοσφαίρας ἰδιωτικῶν γυμνασίων θηλέων ἐκέρδισε ἡ ὁμὰς τοῦ κολλεγίου «Ἀνατόλια». ΤΟ 33ον «ΠΡΟ-ΠΟ».— Ἐδόθη εἰς τὴν δημοσιότητα ὁ πίναξ τῶν ἀγώνων τοῦ 33ου δελτίου. bbox=[904, 739, 1139, 793]
divider bbox=[24, 341, 398, 343]
article-body: ΑΘΗΝΑΙ, 3.— Οἱ μαθηταὶ τῶν νυκτερινῶν γυμνασίων ἐζήτησαν τὴν ἐπαναφορὰν τῆς ἐξετάσεως φοιτήσεως, ἡ ὁποία εἶχε καταργηθῆ. bbox=[1156, 896, 1346, 939]
article-body: Πραγματοποιήθη χθὲς σύσκεψις τῶν ἐκπροσώπων τῶν καπνικῶν συνεταιρισμῶν, κατὰ τὴν ὁποίαν ἀπεφασίσθη ἡ ἀνάληψις τῆς συντηρήσεως καὶ ἀξιοποιήσεως τῶν καπνῶν ὑπὸ τῶν ἰδίων τῶν ὀργανώσεων. bbox=[1156, 567, 1346, 632]
section-head: ΑΠΟ ΤΗΝ ΦΛΩΡΙΝΑΝ bbox=[24, 1731, 156, 1752]
section-head: ΑΠΟ ΤΗΝ ΚΟΜΟΤΗΝΗΝ bbox=[24, 1789, 170, 1811]
rate-row: Ἑλβετίας 236.00—236.00 bbox=[216, 697, 398, 708]
section-head: ΠΛΗΣΙΟΝ ΤΩΝ ΓΡΕΒΕΝΩΝ bbox=[1182, 732, 1320, 745]
divider bbox=[24, 758, 206, 760]
article-body: ΑΘΗΝΑΙ, 3.— Ὑπὸ τοῦ ὑπουργείου οἰκονομικῶν ἀνεκοινώθη ἡ ἀπόδοσις τῶν φόρων κατὰ τὸν παρελθόντα μῆνα. — Ἡ Ἀστυνομία Πόλεων ἐξέδωσε ἀνακοίνωσιν διὰ τὴν κυκλοφορίαν. — Συνῆλθε τὸ ὑπουργικὸν συμβούλιον ὑπὸ τὴν προεδρίαν τοῦ πρωθυπουργοῦ. bbox=[1156, 1286, 1346, 1361]
headline: Ο Κ. ΟΣΜΑΝ ΟΥΣΤΕΝΕΡ ΚΑΤΕΔΙΚΑΣΘΗ ΕΠΙ ΔΥΣΦΗΜΗΣΕΙ ΒΟΥΛΕΥΤΟΥ ΤΟΥ ΚΕΝΤΡΟΥ bbox=[219, 149, 395, 199]
article-body: ΣΙΔΗΡΟΚΑΣΤΡΟΝ, 3.— Εἰς τὴν πόλιν ἐπραγματοποιήθη σύσκεψις τῶν παραγόντων τοῦ νομοῦ. bbox=[24, 1689, 206, 1721]
headline: ΕΚΤΕΛΕΣΙΣ ΘΟΛΗΣ bbox=[253, 1541, 361, 1553]
divider bbox=[414, 1022, 1139, 1024]
headline: ΠΡΟΣΚΛΗΣΙΣ ΣΤΡΑΤΙΩΤΙΚΩΝ ΜΕΤΑΓΑΓΕΝΤΩΝ ΕΚ ΤΟΥ ΝΑΥΤΙΚΟΥ bbox=[225, 398, 388, 435]
divider bbox=[24, 1591, 398, 1592]
divider bbox=[24, 596, 398, 598]
article-body: Τὴν 12.15 μ.μ. χθὲς ἐπὶ τῆς ὁδοῦ ἐσημειώθη σοβαρὸν τροχαῖον ἀτύχημα. bbox=[1156, 705, 1346, 726]
strike-headline-2: ΛΥΕΤΑΙ Η ΑΠΕΡΓΙΑ ΤΩΝ ΦΟΙΤΗΤΩΝ ΦΥΣΙΚΗΣ bbox=[532, 1087, 1020, 1112]
lead-headline: ΣΗΜΕΡΟΝ Η ΟΜΑΣ ΤΗΣ "ΜΕΝΤ" ΣΥΝΑΝΤΑ ΤΟΝ "ΘΕΡΜΑΪΚΟΝ" bbox=[422, 112, 1130, 178]
article-body: Συνεχίζεται καὶ σήμερον ἡ ἀπεργία τῶν φοιτητῶν τῆς Θεολογικῆς Σχολῆς καὶ τοῦ Φυσιογνωστικοῦ Τμήματος τοῦ Πανεπιστημίου. Οἱ φοιτηταὶ ἐζήτησαν τὴν ἱκανοποίησιν τῶν αἰτημάτων των. bbox=[414, 1256, 649, 1299]
article-body: ΝΑΥΠΛΙΟΝ, 3.— Κατὰ τὰς ἐκσκαφὰς ἀνευρέθησαν πέντε ἀρχαῖοι τάφοι εἰς περιοχὴν τοῦ Ἄργους. bbox=[216, 1333, 398, 1365]
column-rule bbox=[1147, 78, 1149, 2303]
section-head: Ο ΡΟΛΟΣ ΤΟΥ Ο.Β.Α. bbox=[1395, 205, 1505, 218]
headline: Η ΧΘΕΣΙΝΗ ΣΥΝΕΣΤΙΑΣΙΣ ΤΟΥ ΡΟΤΑΡΙΑΝΟΥ ΟΜΙΛΟΥ bbox=[30, 915, 199, 941]
article-body: Εἰς τὸ γήπεδον τοῦ «Ἄρεως», θὰ διεξαχθῇ σήμερον ὁ φιλικὸς ἀγὼν μεταξὺ τῶν ὁμάδων «ΜΕΝΤ» καὶ «Θερμαϊκοῦ». Ὁ ἀγὼν ἀναμένεται μετ᾿ ἐνδιαφέροντος. Αἱ ὁμάδες θὰ παραταχθοῦν μὲ τὰς καλυτέρας συνθέσεις των. ΚΥΠΕΛΛΟΝ ΕΛΛΑΔΟΣ.— Ἡ ΕΠΟ ἀνεκοίνωσε τὸ πρόγραμμα τῶν ἀγώνων. bbox=[414, 808, 649, 872]
divider bbox=[216, 490, 398, 492]
article-body: Πραγματοποιήθη χθὲς σύσκεψις τῶν ἐκπροσώπων τῶν καπνικῶν συνεταιρισμῶν, κατὰ τὴν ὁποίαν ἀπεφασίσθη ἡ ἀνάληψις τῆς συντηρήσεως καὶ ἀξιοποιήσεως τῶν καπνῶν ὑπὸ τῶν ἰδίων τῶν ὀργανώσεων. bbox=[1355, 430, 1544, 495]
divider bbox=[216, 885, 398, 887]
headline: ΑΠΕΘΑΝΕΝ Ο ΠΡΩΗΝ ΚΟΖΑΝΗΣ ΙΩΑΚΕΙΜ ΕΝΤΟΣ ΙΑΤΡΕΙΟΥ ΚΑΡΔΙΟΛΟΓΟΥ ΙΑΤΡΟΥ bbox=[1176, 960, 1525, 993]
article-body: ΑΘΗΝΑΙ, 3.— Ἀπεβίωσε εἰς Ἀθήνας ὁ πρώην μητροπολίτης Κοζάνης Ἰωακείμ. Ὁ ἀποθανὼν ἐγεννήθη τὸ 1883 καὶ ὑπηρέτησε τὴν Ἐκκλησίαν ἐπὶ μακρὰ ἔτη. bbox=[1156, 1043, 1346, 1086]
left-column bbox=[24, 78, 398, 2303]
divider bbox=[24, 906, 206, 908]
divider bbox=[216, 1531, 398, 1533]
article-body: Πραγματοποιήθη χθὲς σύσκεψις τῶν ἐκπροσώπων τῶν καπνικῶν συνεταιρισμῶν, κατὰ τὴν ὁποίαν ἀπεφασίσθη ἡ ἀνάληψις τῆς συντηρήσεως καὶ ἀξιοποιήσεως τῶν καπνῶν ὑπὸ τῶν ἰδίων τῶν ὀργανώσεων. bbox=[1156, 499, 1346, 564]
divider bbox=[216, 976, 398, 978]
article-body: ΑΘΗΝΑΙ, 3.— Οἱ μαθηταὶ τῶν νυκτερινῶν γυμνασίων ἐζήτησαν τὴν ἐπαναφορὰν τῆς ἐξετάσεως φοιτήσεως, ἡ ὁποία εἶχε καταργηθῆ. bbox=[1156, 849, 1346, 892]
article-body: ΑΝΟΙΚΤΗ ΕΠΙΣΤΟΛΗ. Εἰς ἀνοικτὴν ἐπιστολὴν τῶν φοιτητῶν πρὸς τὸν πρύτανιν ἐκτίθενται οἱ λόγοι τῆς ἀπεργίας. ΟΙ ΔΙΟΡΙΣΜΟΙ. Ὁ κ. ΠΑΠΑΝΔΡΕΟΥ ἐδήλωσε ὅτι θὰ μελετηθῇ τὸ ζήτημα. bbox=[659, 1303, 894, 1347]
divider bbox=[216, 1374, 398, 1376]
article-body: ΑΝΟΙΚΤΗ ΕΠΙΣΤΟΛΗ. Εἰς ἀνοικτὴν ἐπιστολὴν τῶν φοιτητῶν πρὸς τὸν πρύτανιν ἐκτίθενται οἱ λόγοι τῆς ἀπεργίας. ΟΙ ΔΙΟΡΙΣΜΟΙ. Ὁ κ. ΠΑΠΑΝΔΡΕΟΥ ἐδήλωσε ὅτι θὰ μελετηθῇ τὸ ζήτημα. bbox=[659, 1209, 894, 1252]
article-body: ΑΘΗΝΑΙ, 3.— Ἀπεστρατεύθησαν ἐκ τοῦ σώματος τῆς χωροφυλακῆς οἱ κάτωθι ἀξιωματικοί. bbox=[1355, 1328, 1544, 1360]
two-column-block bbox=[1156, 427, 1544, 637]
article-body: ΑΘΗΝΑΙ, 3.— Συνέρχεται προσεχῶς τὸ πανελλήνιον συνέδριον τῶν ἰδιωτικῶν ἐκπαιδευτικῶν. bbox=[216, 1491, 398, 1523]
article-body: Οἱ φοιτηταὶ τῆς Φυσικῆς ἀπεφάσισαν νὰ λύσουν τὴν ἀπεργίαν των καὶ νὰ ἐπανέλθουν εἰς τὰς αἰθούσας διδασκαλίας ἀπὸ σήμερον. ΕΙΣ ΑΘΗΝΑΣ.— ΑΘΗΝΑΙ, 3.— Αἱ ἀποφάσεις ἐλήφθησαν εἰς γενικὴν συνέλευσιν. bbox=[904, 1256, 1139, 1299]
headline: ΠΑΝΕΛΛΗΝΙΟΝ ΣΥΝΕΔΡΙΟΝ ΙΔΙΩΤΙΚΩΝ ΕΚΠΑΙΔΕΥΤΙΚΩΝ bbox=[226, 1461, 387, 1487]
article-body: Εἰς τὸ γήπεδον τοῦ «Ἄρεως», θὰ διεξαχθῇ σήμερον ὁ φιλικὸς ἀγὼν μεταξὺ τῶν ὁμάδων «ΜΕΝΤ» καὶ «Θερμαϊκοῦ». Ὁ ἀγὼν ἀναμένεται μετ᾿ ἐνδιαφέροντος. Αἱ ὁμάδες θὰ παραταχθοῦν μὲ τὰς καλυτέρας συνθέσεις των. ΚΥΠΕΛΛΟΝ ΕΛΛΑΔΟΣ.— Ἡ ΕΠΟ ἀνεκοίνωσε τὸ πρόγραμμα τῶν ἀγώνων. bbox=[414, 739, 649, 804]
article-body: ΑΘΗΝΑΙ, 3.— Ἀπεβίωσε εἰς Ἀθήνας ὁ πρώην μητροπολίτης Κοζάνης Ἰωακείμ. Ὁ ἀποθανὼν ἐγεννήθη τὸ 1883 καὶ ὑπηρέτησε τὴν Ἐκκλησίαν ἐπὶ μακρὰ ἔτη. bbox=[1355, 996, 1544, 1039]
headline: ΕΙΔΗΣΕΙΣ ΕΞ ΑΘΗΝΩΝ ΧΩΡΙΣ ΤΙΤΛΟΝ bbox=[1219, 1107, 1482, 1124]
strike-headline: ΑΠΕΡΓΟΥΝ ΕΙΣΕΤΙ ΟΙ ΦΟΙΤΗΤΑΙ ΘΕΟΛΟΓΙΑΣ ΚΑΙ ΤΟΥ ΦΥΣΙΟΓΝΩΣΤΙΚΟΥ ΤΜΗΜΑΤΟΣ bbox=[488, 1031, 1064, 1081]
article-body: Οἱ φοιτηταὶ τῆς Φυσικῆς ἀπεφάσισαν νὰ λύσουν τὴν ἀπεργίαν των καὶ νὰ ἐπανέλθουν εἰς τὰς αἰθούσας διδασκαλίας ἀπὸ σήμερον. ΕΙΣ ΑΘΗΝΑΣ.— ΑΘΗΝΑΙ, 3.— Αἱ ἀποφάσεις ἐλήφθησαν εἰς γενικὴν συνέλευσιν. bbox=[904, 1162, 1139, 1205]
headline: ΕΙΣ ΕΦΟΝΕΥΘΗ ΚΑΙ ΔΥΟ ΕΤΡΑΥΜΑΤΙΣΘΗΣΑΝ ΕΚ ΤΩΝ ΔΙΑΦΟΡΩΝ ΤΡΟΧΑΙΩΝ ΑΤΥΧΗΜΑΤΩΝ ΕΙΣ ΘΕΣΣΑΛΟΝΙΚΗΝ, ΓΡΕΒΕΝΑ ΚΑΙ ΠΑΓΓΑΙΟΝ bbox=[1161, 654, 1540, 702]
divider bbox=[1156, 1098, 1544, 1100]
article-body: Ὁ σταθμὸς Βορείου Ἑλλάδος τῆς ΕΙΡ μεταδίδει σήμερον εἰδικὴν ἐκπομπήν. Αἱ κοινότητες τοῦ νομοῦ ζητοῦν τὴν ταχεῖαν ἐκτέλεσιν ἔργων ὑδρεύσεως. bbox=[24, 1175, 206, 1218]
divider bbox=[216, 1146, 398, 1148]
article-body: ΑΘΗΝΑΙ, 3.— Ἀπεβίωσε εἰς Ἀθήνας ὁ πρώην μητροπολίτης Κοζάνης Ἰωακείμ. Ὁ ἀποθανὼν ἐγεννήθη τὸ 1883 καὶ ὑπηρέτησε τὴν Ἐκκλησίαν ἐπὶ μακρὰ ἔτη. bbox=[1355, 1043, 1544, 1086]
two-column-block bbox=[1156, 702, 1544, 796]
article-body: Πραγματοποιήθη χθὲς σύσκεψις τῶν ἐκπροσώπων τῶν καπνικῶν συνεταιρισμῶν, κατὰ τὴν ὁποίαν ἀπεφασίσθη ἡ ἀνάληψις τῆς συντηρήσεως καὶ ἀξιοποιήσεως τῶν καπνῶν ὑπὸ τῶν ἰδίων τῶν ὀργανώσεων. bbox=[1355, 499, 1544, 564]
